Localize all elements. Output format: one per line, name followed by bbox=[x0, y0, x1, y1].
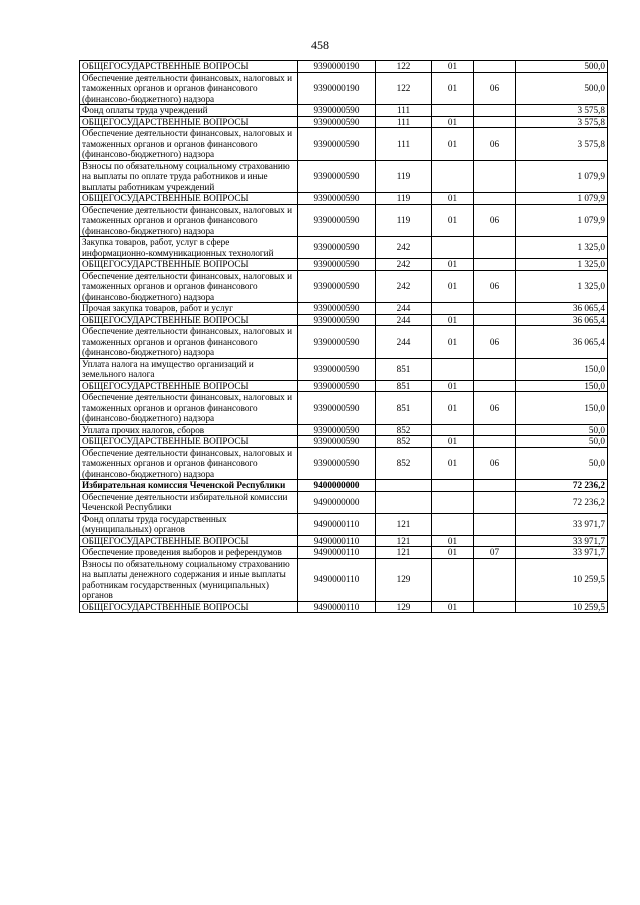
row-amount-cell: 10 259,5 bbox=[516, 601, 608, 613]
row-name-cell: Прочая закупка товаров, работ и услуг bbox=[80, 303, 298, 315]
row-name-cell: ОБЩЕГОСУДАРСТВЕННЫЕ ВОПРОСЫ bbox=[80, 380, 298, 392]
row-target-code-cell: 9490000110 bbox=[298, 535, 376, 547]
row-section-cell: 01 bbox=[432, 204, 474, 237]
row-amount-cell: 150,0 bbox=[516, 380, 608, 392]
row-section-cell bbox=[432, 558, 474, 601]
row-amount-cell: 36 065,4 bbox=[516, 314, 608, 326]
row-target-code-cell: 9390000590 bbox=[298, 259, 376, 271]
row-name-cell: Фонд оплаты труда учреждений bbox=[80, 105, 298, 117]
row-amount-cell: 3 575,8 bbox=[516, 116, 608, 128]
row-name-cell: Избирательная комиссия Чеченской Республики bbox=[80, 480, 298, 492]
table-row bbox=[80, 491, 608, 513]
row-subsection-cell bbox=[474, 358, 516, 380]
row-amount-cell: 500,0 bbox=[516, 72, 608, 105]
row-target-code-cell: 9390000590 bbox=[298, 105, 376, 117]
row-subsection-cell bbox=[474, 601, 516, 613]
row-amount-cell: 33 971,7 bbox=[516, 535, 608, 547]
row-amount-cell: 72 236,2 bbox=[516, 480, 608, 492]
row-expense-type-cell: 244 bbox=[376, 303, 432, 315]
row-name-cell: Обеспечение деятельности финансовых, налоговых и таможенных органов и органов финансового (финансово-бюджетного) надзора bbox=[80, 204, 298, 237]
row-name-cell: Обеспечение деятельности финансовых, налоговых и таможенных органов и органов финансового (финансово-бюджетного) надзора bbox=[80, 392, 298, 425]
table-row bbox=[80, 558, 608, 601]
row-section-cell: 01 bbox=[432, 61, 474, 73]
table-row bbox=[80, 424, 608, 436]
table-row bbox=[80, 380, 608, 392]
table-row bbox=[80, 447, 608, 480]
row-name-cell: Уплата налога на имущество организаций и земельного налога bbox=[80, 358, 298, 380]
row-name-cell: ОБЩЕГОСУДАРСТВЕННЫЕ ВОПРОСЫ bbox=[80, 61, 298, 73]
table-row bbox=[80, 601, 608, 613]
row-expense-type-cell: 122 bbox=[376, 72, 432, 105]
row-section-cell bbox=[432, 513, 474, 535]
row-name-cell: Закупка товаров, работ, услуг в сфере информационно-коммуникационных технологий bbox=[80, 237, 298, 259]
row-target-code-cell: 9390000590 bbox=[298, 326, 376, 359]
row-amount-cell: 1 079,9 bbox=[516, 204, 608, 237]
row-expense-type-cell bbox=[376, 480, 432, 492]
row-name-cell: ОБЩЕГОСУДАРСТВЕННЫЕ ВОПРОСЫ bbox=[80, 601, 298, 613]
row-expense-type-cell: 119 bbox=[376, 193, 432, 205]
table-row bbox=[80, 160, 608, 193]
row-section-cell bbox=[432, 160, 474, 193]
row-expense-type-cell: 851 bbox=[376, 392, 432, 425]
row-amount-cell: 3 575,8 bbox=[516, 128, 608, 161]
row-subsection-cell bbox=[474, 535, 516, 547]
row-name-cell: Взносы по обязательному социальному страхованию на выплаты денежного содержания и иные выплаты работникам государственных (муниципальных) органов bbox=[80, 558, 298, 601]
row-expense-type-cell: 121 bbox=[376, 513, 432, 535]
row-target-code-cell: 9390000190 bbox=[298, 72, 376, 105]
row-expense-type-cell: 119 bbox=[376, 160, 432, 193]
row-subsection-cell bbox=[474, 303, 516, 315]
row-name-cell: Взносы по обязательному социальному страхованию на выплаты по оплате труда работников и иные выплаты работникам учреждений bbox=[80, 160, 298, 193]
row-subsection-cell: 06 bbox=[474, 72, 516, 105]
table-row bbox=[80, 303, 608, 315]
row-section-cell: 01 bbox=[432, 392, 474, 425]
row-expense-type-cell: 129 bbox=[376, 558, 432, 601]
row-section-cell: 01 bbox=[432, 326, 474, 359]
row-amount-cell: 1 325,0 bbox=[516, 237, 608, 259]
row-section-cell: 01 bbox=[432, 436, 474, 448]
table-row bbox=[80, 358, 608, 380]
row-amount-cell: 50,0 bbox=[516, 436, 608, 448]
row-expense-type-cell: 121 bbox=[376, 547, 432, 559]
row-section-cell: 01 bbox=[432, 314, 474, 326]
row-section-cell bbox=[432, 424, 474, 436]
row-target-code-cell: 9390000590 bbox=[298, 358, 376, 380]
table-row bbox=[80, 480, 608, 492]
row-subsection-cell: 06 bbox=[474, 326, 516, 359]
row-name-cell: Обеспечение деятельности финансовых, налоговых и таможенных органов и органов финансового (финансово-бюджетного) надзора bbox=[80, 326, 298, 359]
row-target-code-cell: 9490000110 bbox=[298, 601, 376, 613]
row-amount-cell: 1 079,9 bbox=[516, 193, 608, 205]
row-name-cell: Обеспечение деятельности финансовых, налоговых и таможенных органов и органов финансового (финансово-бюджетного) надзора bbox=[80, 72, 298, 105]
table-row bbox=[80, 314, 608, 326]
row-section-cell: 01 bbox=[432, 535, 474, 547]
row-subsection-cell: 06 bbox=[474, 270, 516, 303]
row-target-code-cell: 9390000190 bbox=[298, 61, 376, 73]
row-amount-cell: 1 325,0 bbox=[516, 259, 608, 271]
row-target-code-cell: 9390000590 bbox=[298, 193, 376, 205]
row-amount-cell: 50,0 bbox=[516, 447, 608, 480]
row-amount-cell: 1 325,0 bbox=[516, 270, 608, 303]
row-target-code-cell: 9390000590 bbox=[298, 392, 376, 425]
table-row bbox=[80, 547, 608, 559]
row-section-cell: 01 bbox=[432, 380, 474, 392]
row-amount-cell: 1 079,9 bbox=[516, 160, 608, 193]
row-target-code-cell: 9490000110 bbox=[298, 513, 376, 535]
table-row bbox=[80, 259, 608, 271]
budget-table bbox=[79, 60, 608, 613]
row-section-cell bbox=[432, 358, 474, 380]
row-target-code-cell: 9390000590 bbox=[298, 237, 376, 259]
table-row bbox=[80, 436, 608, 448]
row-target-code-cell: 9490000110 bbox=[298, 558, 376, 601]
row-expense-type-cell: 122 bbox=[376, 61, 432, 73]
table-row bbox=[80, 204, 608, 237]
row-target-code-cell: 9390000590 bbox=[298, 160, 376, 193]
row-subsection-cell: 06 bbox=[474, 447, 516, 480]
row-section-cell: 01 bbox=[432, 447, 474, 480]
table-row bbox=[80, 193, 608, 205]
row-expense-type-cell: 852 bbox=[376, 436, 432, 448]
row-section-cell bbox=[432, 480, 474, 492]
row-expense-type-cell: 111 bbox=[376, 128, 432, 161]
row-name-cell: ОБЩЕГОСУДАРСТВЕННЫЕ ВОПРОСЫ bbox=[80, 436, 298, 448]
row-subsection-cell bbox=[474, 314, 516, 326]
row-name-cell: ОБЩЕГОСУДАРСТВЕННЫЕ ВОПРОСЫ bbox=[80, 116, 298, 128]
row-target-code-cell: 9390000590 bbox=[298, 270, 376, 303]
row-expense-type-cell: 851 bbox=[376, 358, 432, 380]
row-section-cell: 01 bbox=[432, 270, 474, 303]
row-amount-cell: 50,0 bbox=[516, 424, 608, 436]
table-row bbox=[80, 270, 608, 303]
table-row bbox=[80, 128, 608, 161]
row-subsection-cell bbox=[474, 424, 516, 436]
row-target-code-cell: 9390000590 bbox=[298, 436, 376, 448]
row-name-cell: ОБЩЕГОСУДАРСТВЕННЫЕ ВОПРОСЫ bbox=[80, 193, 298, 205]
row-target-code-cell: 9390000590 bbox=[298, 303, 376, 315]
row-subsection-cell bbox=[474, 160, 516, 193]
row-amount-cell: 72 236,2 bbox=[516, 491, 608, 513]
row-target-code-cell: 9390000590 bbox=[298, 116, 376, 128]
row-section-cell: 01 bbox=[432, 116, 474, 128]
row-expense-type-cell: 242 bbox=[376, 270, 432, 303]
row-expense-type-cell: 852 bbox=[376, 424, 432, 436]
row-amount-cell: 36 065,4 bbox=[516, 303, 608, 315]
table-row bbox=[80, 535, 608, 547]
row-name-cell: ОБЩЕГОСУДАРСТВЕННЫЕ ВОПРОСЫ bbox=[80, 259, 298, 271]
table-row bbox=[80, 61, 608, 73]
row-amount-cell: 150,0 bbox=[516, 358, 608, 380]
row-subsection-cell bbox=[474, 558, 516, 601]
row-section-cell: 01 bbox=[432, 193, 474, 205]
row-name-cell: ОБЩЕГОСУДАРСТВЕННЫЕ ВОПРОСЫ bbox=[80, 535, 298, 547]
row-section-cell: 01 bbox=[432, 601, 474, 613]
row-section-cell: 01 bbox=[432, 259, 474, 271]
row-subsection-cell bbox=[474, 513, 516, 535]
row-subsection-cell bbox=[474, 193, 516, 205]
row-target-code-cell: 9390000590 bbox=[298, 380, 376, 392]
row-name-cell: Обеспечение деятельности избирательной комиссии Чеченской Республики bbox=[80, 491, 298, 513]
table-row bbox=[80, 72, 608, 105]
row-target-code-cell: 9400000000 bbox=[298, 480, 376, 492]
table-row bbox=[80, 326, 608, 359]
row-name-cell: Обеспечение деятельности финансовых, налоговых и таможенных органов и органов финансового (финансово-бюджетного) надзора bbox=[80, 270, 298, 303]
row-expense-type-cell: 244 bbox=[376, 314, 432, 326]
page-number: 458 bbox=[311, 38, 329, 52]
row-subsection-cell: 06 bbox=[474, 128, 516, 161]
row-amount-cell: 33 971,7 bbox=[516, 547, 608, 559]
row-target-code-cell: 9390000590 bbox=[298, 424, 376, 436]
row-section-cell bbox=[432, 303, 474, 315]
row-subsection-cell: 07 bbox=[474, 547, 516, 559]
row-expense-type-cell: 242 bbox=[376, 237, 432, 259]
row-expense-type-cell: 244 bbox=[376, 326, 432, 359]
row-amount-cell: 33 971,7 bbox=[516, 513, 608, 535]
row-section-cell: 01 bbox=[432, 72, 474, 105]
row-expense-type-cell: 852 bbox=[376, 447, 432, 480]
row-target-code-cell: 9390000590 bbox=[298, 204, 376, 237]
row-section-cell bbox=[432, 237, 474, 259]
row-amount-cell: 3 575,8 bbox=[516, 105, 608, 117]
row-expense-type-cell: 851 bbox=[376, 380, 432, 392]
row-target-code-cell: 9490000000 bbox=[298, 491, 376, 513]
table-row bbox=[80, 237, 608, 259]
row-target-code-cell: 9390000590 bbox=[298, 314, 376, 326]
row-expense-type-cell: 242 bbox=[376, 259, 432, 271]
row-subsection-cell bbox=[474, 237, 516, 259]
table-row bbox=[80, 105, 608, 117]
row-subsection-cell bbox=[474, 61, 516, 73]
row-expense-type-cell: 119 bbox=[376, 204, 432, 237]
row-subsection-cell bbox=[474, 491, 516, 513]
row-expense-type-cell: 129 bbox=[376, 601, 432, 613]
row-section-cell: 01 bbox=[432, 547, 474, 559]
row-amount-cell: 500,0 bbox=[516, 61, 608, 73]
row-name-cell: Уплата прочих налогов, сборов bbox=[80, 424, 298, 436]
table-row bbox=[80, 392, 608, 425]
row-expense-type-cell bbox=[376, 491, 432, 513]
row-amount-cell: 36 065,4 bbox=[516, 326, 608, 359]
row-section-cell: 01 bbox=[432, 128, 474, 161]
row-subsection-cell bbox=[474, 116, 516, 128]
row-name-cell: Обеспечение деятельности финансовых, налоговых и таможенных органов и органов финансового (финансово-бюджетного) надзора bbox=[80, 128, 298, 161]
row-subsection-cell bbox=[474, 105, 516, 117]
row-subsection-cell bbox=[474, 436, 516, 448]
row-expense-type-cell: 111 bbox=[376, 105, 432, 117]
row-subsection-cell: 06 bbox=[474, 204, 516, 237]
row-name-cell: Фонд оплаты труда государственных (муниципальных) органов bbox=[80, 513, 298, 535]
row-name-cell: Обеспечение проведения выборов и референдумов bbox=[80, 547, 298, 559]
table-row bbox=[80, 116, 608, 128]
table-row bbox=[80, 513, 608, 535]
row-amount-cell: 150,0 bbox=[516, 392, 608, 425]
row-amount-cell: 10 259,5 bbox=[516, 558, 608, 601]
row-section-cell bbox=[432, 105, 474, 117]
row-target-code-cell: 9490000110 bbox=[298, 547, 376, 559]
row-target-code-cell: 9390000590 bbox=[298, 128, 376, 161]
row-section-cell bbox=[432, 491, 474, 513]
row-target-code-cell: 9390000590 bbox=[298, 447, 376, 480]
row-subsection-cell bbox=[474, 380, 516, 392]
row-name-cell: ОБЩЕГОСУДАРСТВЕННЫЕ ВОПРОСЫ bbox=[80, 314, 298, 326]
row-expense-type-cell: 111 bbox=[376, 116, 432, 128]
row-name-cell: Обеспечение деятельности финансовых, налоговых и таможенных органов и органов финансового (финансово-бюджетного) надзора bbox=[80, 447, 298, 480]
row-subsection-cell bbox=[474, 259, 516, 271]
row-subsection-cell: 06 bbox=[474, 392, 516, 425]
row-expense-type-cell: 121 bbox=[376, 535, 432, 547]
row-subsection-cell bbox=[474, 480, 516, 492]
